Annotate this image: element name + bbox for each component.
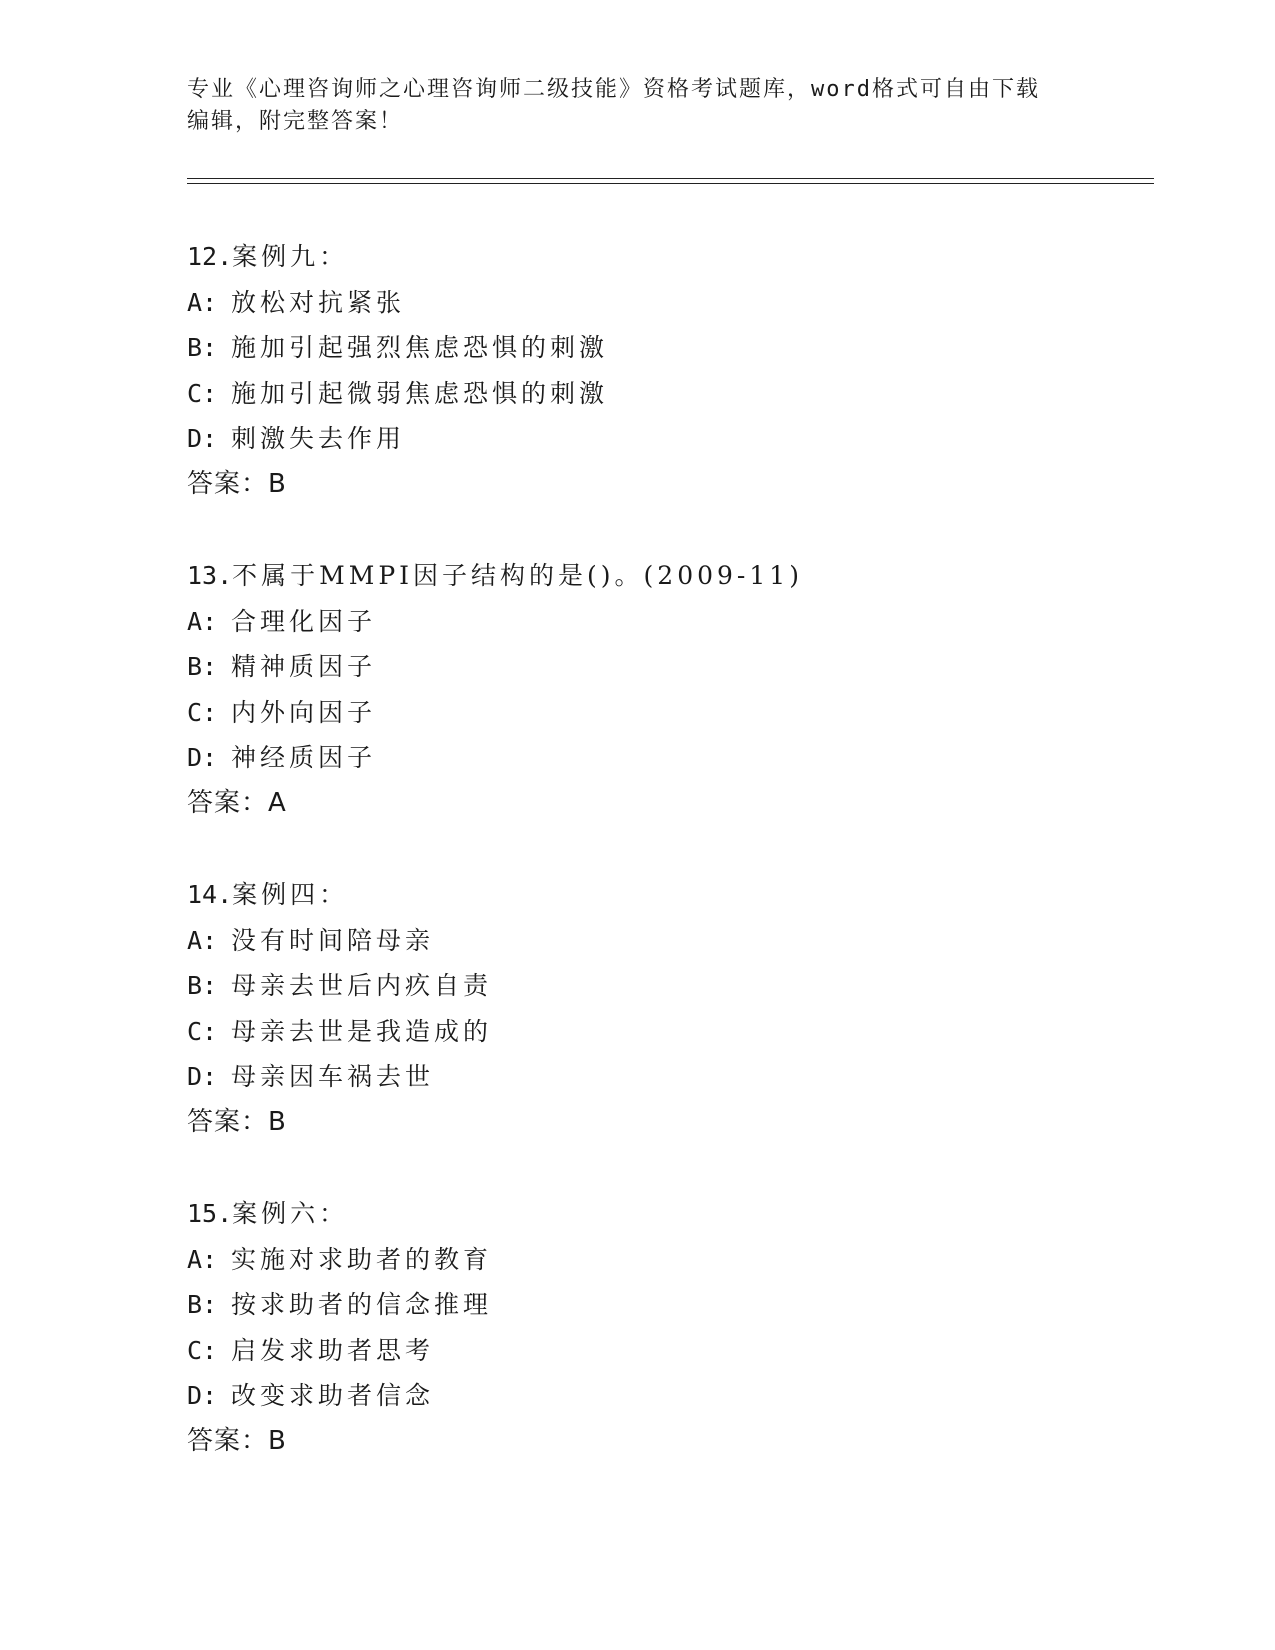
option-letter: C: (187, 1335, 218, 1365)
option-letter: D: (187, 424, 218, 453)
question-stem (187, 1191, 1087, 1237)
option-text: 启发求助者思考 (231, 1335, 435, 1365)
question-text: 案例六： (232, 1199, 349, 1228)
option-text: 按求助者的信念推理 (231, 1290, 493, 1319)
option-c (187, 1009, 1087, 1055)
option-letter: A: (187, 606, 218, 636)
question-text: 案例九： (232, 242, 349, 271)
option-text: 母亲去世是我造成的 (231, 1016, 493, 1046)
option-text: 神经质因子 (231, 743, 377, 772)
option-text: 放松对抗紧张 (231, 287, 406, 317)
option-text: 实施对求助者的教育 (231, 1244, 493, 1274)
option-b (187, 325, 1087, 371)
option-letter: C: (187, 378, 218, 408)
question-text: 不属于MMPI因子结构的是()。(2009-11) (232, 561, 803, 590)
option-b (187, 963, 1087, 1009)
option-d (187, 416, 1087, 462)
question-13 (187, 553, 1087, 826)
option-b (187, 644, 1087, 690)
option-text: 刺激失去作用 (231, 424, 406, 453)
option-letter: D: (187, 1062, 218, 1091)
option-c (187, 1328, 1087, 1374)
question-number: 15. (187, 1199, 233, 1228)
question-15 (187, 1191, 1087, 1464)
option-text: 母亲去世后内疚自责 (231, 971, 493, 1000)
document-header (187, 74, 1087, 138)
header-divider-bottom (187, 183, 1154, 184)
option-text: 内外向因子 (231, 697, 377, 727)
question-number: 13. (187, 561, 233, 590)
header-divider-top (187, 178, 1154, 179)
question-14 (187, 872, 1087, 1145)
question-stem (187, 872, 1087, 918)
option-letter: B: (187, 652, 218, 681)
option-letter: D: (187, 1381, 218, 1410)
option-text: 施加引起强烈焦虑恐惧的刺激 (231, 333, 609, 362)
option-letter: B: (187, 971, 218, 1000)
option-a (187, 599, 1087, 645)
option-c (187, 371, 1087, 417)
question-12 (187, 234, 1087, 507)
question-number: 12. (187, 242, 233, 271)
option-letter: D: (187, 743, 218, 772)
answer-line: 答案：B (187, 1106, 287, 1137)
header-line-1: 专业《心理咨询师之心理咨询师二级技能》资格考试题库，word格式可自由下载 (187, 77, 1040, 102)
option-b (187, 1282, 1087, 1328)
option-text: 改变求助者信念 (231, 1381, 435, 1410)
question-stem (187, 553, 1087, 599)
option-text: 没有时间陪母亲 (231, 925, 435, 955)
question-stem (187, 234, 1087, 280)
answer-line: 答案：B (187, 1425, 287, 1456)
option-letter: A: (187, 1244, 218, 1274)
option-text: 母亲因车祸去世 (231, 1062, 435, 1091)
option-letter: B: (187, 1290, 218, 1319)
option-text: 合理化因子 (231, 606, 377, 636)
option-text: 精神质因子 (231, 652, 377, 681)
option-d (187, 1054, 1087, 1100)
option-letter: A: (187, 925, 218, 955)
header-line-2: 编辑，附完整答案！ (187, 109, 404, 134)
option-a (187, 918, 1087, 964)
option-text: 施加引起微弱焦虑恐惧的刺激 (231, 378, 609, 408)
option-letter: B: (187, 333, 218, 362)
option-d (187, 735, 1087, 781)
question-text: 案例四： (232, 880, 349, 909)
option-c (187, 690, 1087, 736)
option-letter: A: (187, 287, 218, 317)
option-a (187, 280, 1087, 326)
option-a (187, 1237, 1087, 1283)
option-letter: C: (187, 697, 218, 727)
answer-line: 答案：A (187, 787, 287, 818)
option-letter: C: (187, 1016, 218, 1046)
question-number: 14. (187, 880, 233, 909)
option-d (187, 1373, 1087, 1419)
answer-line: 答案：B (187, 468, 287, 499)
